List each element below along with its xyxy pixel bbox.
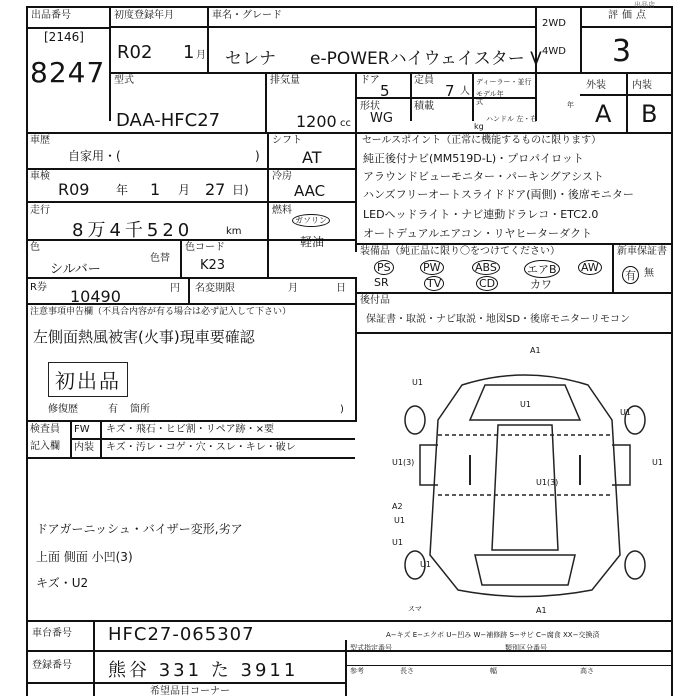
cap-value: 7: [445, 82, 455, 100]
dealer-label: ディーラー・並行: [476, 78, 532, 86]
fw-label: FW: [74, 424, 90, 435]
disp-value: 1200: [296, 112, 337, 131]
selling-title: セールスポイント（正常に機能するものに限ります）: [362, 135, 602, 146]
inspector-label: 検査員: [30, 424, 60, 435]
inspection-day-unit: 日): [232, 183, 249, 197]
divider: [345, 640, 347, 696]
equip-pw: PW: [420, 260, 444, 275]
selling-line: ハンズフリーオートスライドドア(両側)・後席モニター: [363, 188, 634, 201]
usage-value: 自家用・(: [68, 149, 121, 163]
equip-cd: CD: [476, 276, 498, 291]
divider: [70, 420, 72, 457]
divider: [109, 6, 111, 121]
model-label: 型式: [114, 75, 134, 86]
load-unit: kg: [474, 122, 484, 131]
divider: [345, 665, 672, 666]
equip-ps: PS: [374, 260, 394, 275]
divider: [265, 72, 267, 132]
color-value: シルバー: [50, 262, 101, 277]
frame-top: [26, 6, 672, 8]
int-row-text: キズ・汚レ・コゲ・穴・スレ・キレ・破レ: [106, 442, 296, 453]
selling-line: アラウンドビューモニター・パーキングアシスト: [363, 170, 604, 183]
color-label: 色: [30, 242, 40, 253]
wheel-rear-right: [625, 551, 645, 579]
divider: [267, 132, 269, 277]
divider: [93, 620, 95, 696]
divider: [188, 277, 190, 303]
mark-u1: U1: [620, 408, 631, 417]
inspector-label2: 記入欄: [30, 441, 60, 452]
plate-value: 熊谷 331 た 3911: [108, 660, 299, 681]
remark-line2: 上面 側面 小凹(3): [36, 550, 133, 564]
ext-grade: A: [595, 100, 612, 128]
divider: [26, 277, 355, 279]
divider: [26, 620, 672, 622]
ac-value: AAC: [294, 182, 326, 200]
divider: [70, 438, 355, 440]
mark-u1-3: U1(3): [392, 458, 415, 467]
color-code-label: 色コード: [185, 242, 225, 253]
height-label: 高さ: [580, 667, 594, 675]
mark-u1-3: U1(3): [536, 478, 559, 487]
equip-airbag: エアB: [524, 260, 560, 278]
divider: [612, 243, 614, 292]
divider: [207, 6, 209, 72]
inspection-era: R09: [58, 180, 90, 199]
reg-year: R02: [117, 42, 153, 63]
usage-close: ): [255, 149, 260, 163]
divider: [26, 650, 672, 652]
divider: [580, 26, 672, 28]
equip-aw: AW: [578, 260, 602, 275]
car-diagram: [380, 345, 670, 615]
selling-line: LEDヘッドライト・ナビ連動ドラレコ・ETC2.0: [363, 208, 599, 221]
equip-sr: SR: [374, 276, 389, 289]
int-row-label: 内装: [74, 442, 94, 453]
shape-label: 形状: [360, 101, 380, 112]
fuel-diesel: 軽油: [300, 235, 325, 249]
warranty-yes: 有: [622, 266, 639, 284]
load-label: 積載: [414, 101, 434, 112]
equipment-title: 装備品（純正品に限り〇をつけてください）: [360, 246, 560, 257]
mark-u1: U1: [652, 458, 663, 467]
ext-label: 外装: [586, 80, 606, 91]
divider: [355, 243, 672, 245]
divider: [355, 332, 672, 334]
divider: [109, 26, 535, 28]
reg-label: 初度登録年月: [114, 10, 174, 21]
model-value: DAA-HFC27: [116, 110, 221, 131]
door-label: ドア: [360, 75, 380, 86]
aftermarket-value: 保証書・取説・ナビ取説・地図SD・後席モニターリモコン: [366, 314, 631, 325]
equip-tv: TV: [424, 276, 444, 291]
inspection-label: 車検: [30, 171, 50, 182]
model-year-label: モデル年式: [476, 90, 504, 106]
divider: [26, 201, 355, 203]
car-label: 車名・グレード: [212, 10, 282, 21]
transfer-month: 月: [288, 283, 298, 294]
divider: [355, 292, 672, 294]
color-code-value: K23: [200, 258, 226, 273]
drive-2wd: 2WD: [542, 18, 566, 29]
notes-label: 注意事項申告欄（不具合内容が有る場合は必ず記入して下さい）: [30, 307, 292, 317]
divider: [26, 420, 355, 422]
inspection-month-unit: 月: [178, 183, 191, 197]
diagram-note: スマ: [408, 605, 422, 613]
transfer-day: 日: [336, 283, 346, 294]
notes-line1: 左側面熱風被害(火事)現車要確認: [33, 328, 255, 346]
mileage-unit: km: [226, 226, 242, 237]
model-year-unit: 年: [567, 101, 574, 109]
mark-u1: U1: [420, 560, 431, 569]
fw-text: キズ・飛石・ヒビ割・リペア跡・×要: [106, 424, 274, 435]
mark-u1: U1: [520, 400, 531, 409]
inspection-day: 27: [205, 180, 226, 199]
chassis-label: 車台番号: [32, 628, 72, 639]
equip-abs: ABS: [472, 260, 500, 275]
mark-u1: U1: [394, 516, 405, 525]
warranty-no: 無: [644, 268, 654, 279]
recycle-value: 10490: [70, 287, 121, 306]
shape-value: WG: [370, 111, 393, 126]
divider: [626, 72, 628, 132]
chassis-value: HFC27-065307: [108, 624, 255, 645]
remark-line1: ドアガーニッシュ・バイザー変形,劣ア: [36, 522, 243, 536]
inspection-month: 1: [150, 180, 161, 199]
width-label: 幅: [490, 667, 497, 675]
roof: [492, 425, 558, 550]
drive-4wd: 4WD: [542, 46, 566, 57]
diagram-legend: A−キズ E−エクボ U−凹み W−補修跡 S−サビ C−腐食 XX−交換済: [386, 631, 600, 639]
divider: [580, 94, 672, 96]
repair-where: 箇所: [130, 404, 150, 415]
lot-label: 出品番号: [31, 10, 71, 21]
mileage-value: 8万4千520: [72, 220, 194, 241]
top-right-stamp: 出品店: [634, 1, 655, 9]
cap-label: 定員: [414, 75, 434, 86]
recycle-label: R券: [30, 282, 47, 293]
divider: [180, 239, 182, 277]
fuel-gas: ガソリン: [292, 214, 330, 227]
mark-a2: A2: [392, 502, 403, 511]
divider: [355, 72, 357, 252]
notes-first-listing: 初出品: [48, 362, 128, 397]
repair-close: ): [340, 404, 344, 415]
divider: [26, 27, 109, 29]
lot-code: [2146]: [44, 30, 84, 44]
transfer-label: 名変期限: [195, 283, 235, 294]
shift-value: AT: [302, 148, 322, 167]
mileage-label: 走行: [30, 205, 50, 216]
usage-label: 車歴: [30, 135, 50, 146]
ac-label: 冷房: [272, 171, 292, 182]
selling-line: オートデュアルエアコン・リヤヒーターダクト: [363, 227, 593, 240]
door-value: 5: [380, 82, 390, 100]
fuel-label: 燃料: [272, 205, 292, 216]
car-name: セレナ: [225, 49, 276, 69]
form-label: 型式指定番号: [350, 644, 392, 652]
selling-line: 純正後付ナビ(MM519D-L)・プロパイロット: [363, 152, 584, 165]
reg-month: 1: [183, 42, 195, 63]
color-change-label: 色替: [150, 253, 170, 264]
remark-line3: キズ・U2: [36, 576, 89, 590]
plate-label: 登録番号: [32, 660, 72, 671]
mark-a1-top: A1: [530, 346, 541, 355]
mark-u1: U1: [392, 538, 403, 547]
mark-a1-bottom: A1: [536, 606, 547, 615]
mark-u1: U1: [412, 378, 423, 387]
score-label: 評価点: [608, 10, 650, 21]
shift-label: シフト: [272, 135, 302, 146]
divider: [26, 682, 346, 684]
rear-window: [475, 555, 575, 585]
int-grade: B: [641, 100, 658, 128]
repair-yes: 有: [108, 404, 118, 415]
disp-label: 排気量: [270, 75, 300, 86]
corner-label: 希望品目コーナー: [150, 686, 230, 697]
frame-left: [26, 6, 28, 696]
divider: [26, 457, 355, 459]
repair-label: 修復歴: [48, 404, 78, 415]
warranty-label: 新車保証書: [617, 246, 667, 257]
recycle-unit: 円: [170, 283, 180, 294]
divider: [100, 420, 102, 457]
int-label: 内装: [632, 80, 652, 91]
inspection-year-unit: 年: [116, 183, 129, 197]
aftermarket-label: 後付品: [360, 295, 390, 306]
ref-label: 参考: [350, 667, 364, 675]
reg-month-unit: 月: [196, 50, 206, 61]
equip-leather: カワ: [530, 278, 552, 291]
lot-number: 8247: [30, 56, 106, 89]
car-grade: e-POWERハイウェイスター V: [310, 49, 542, 69]
divider: [26, 132, 672, 134]
disp-unit: cc: [340, 118, 351, 129]
cap-unit: 人: [460, 86, 470, 97]
divider: [26, 168, 355, 170]
divider: [109, 72, 672, 74]
class-label: 類別区分番号: [505, 644, 547, 652]
score-value: 3: [612, 34, 632, 69]
frame-right: [671, 6, 673, 696]
wheel-front-left: [405, 406, 425, 434]
handle-label: ハンドル 左・右: [486, 115, 538, 123]
divider: [580, 6, 582, 72]
divider: [355, 277, 357, 422]
length-label: 長さ: [400, 667, 414, 675]
